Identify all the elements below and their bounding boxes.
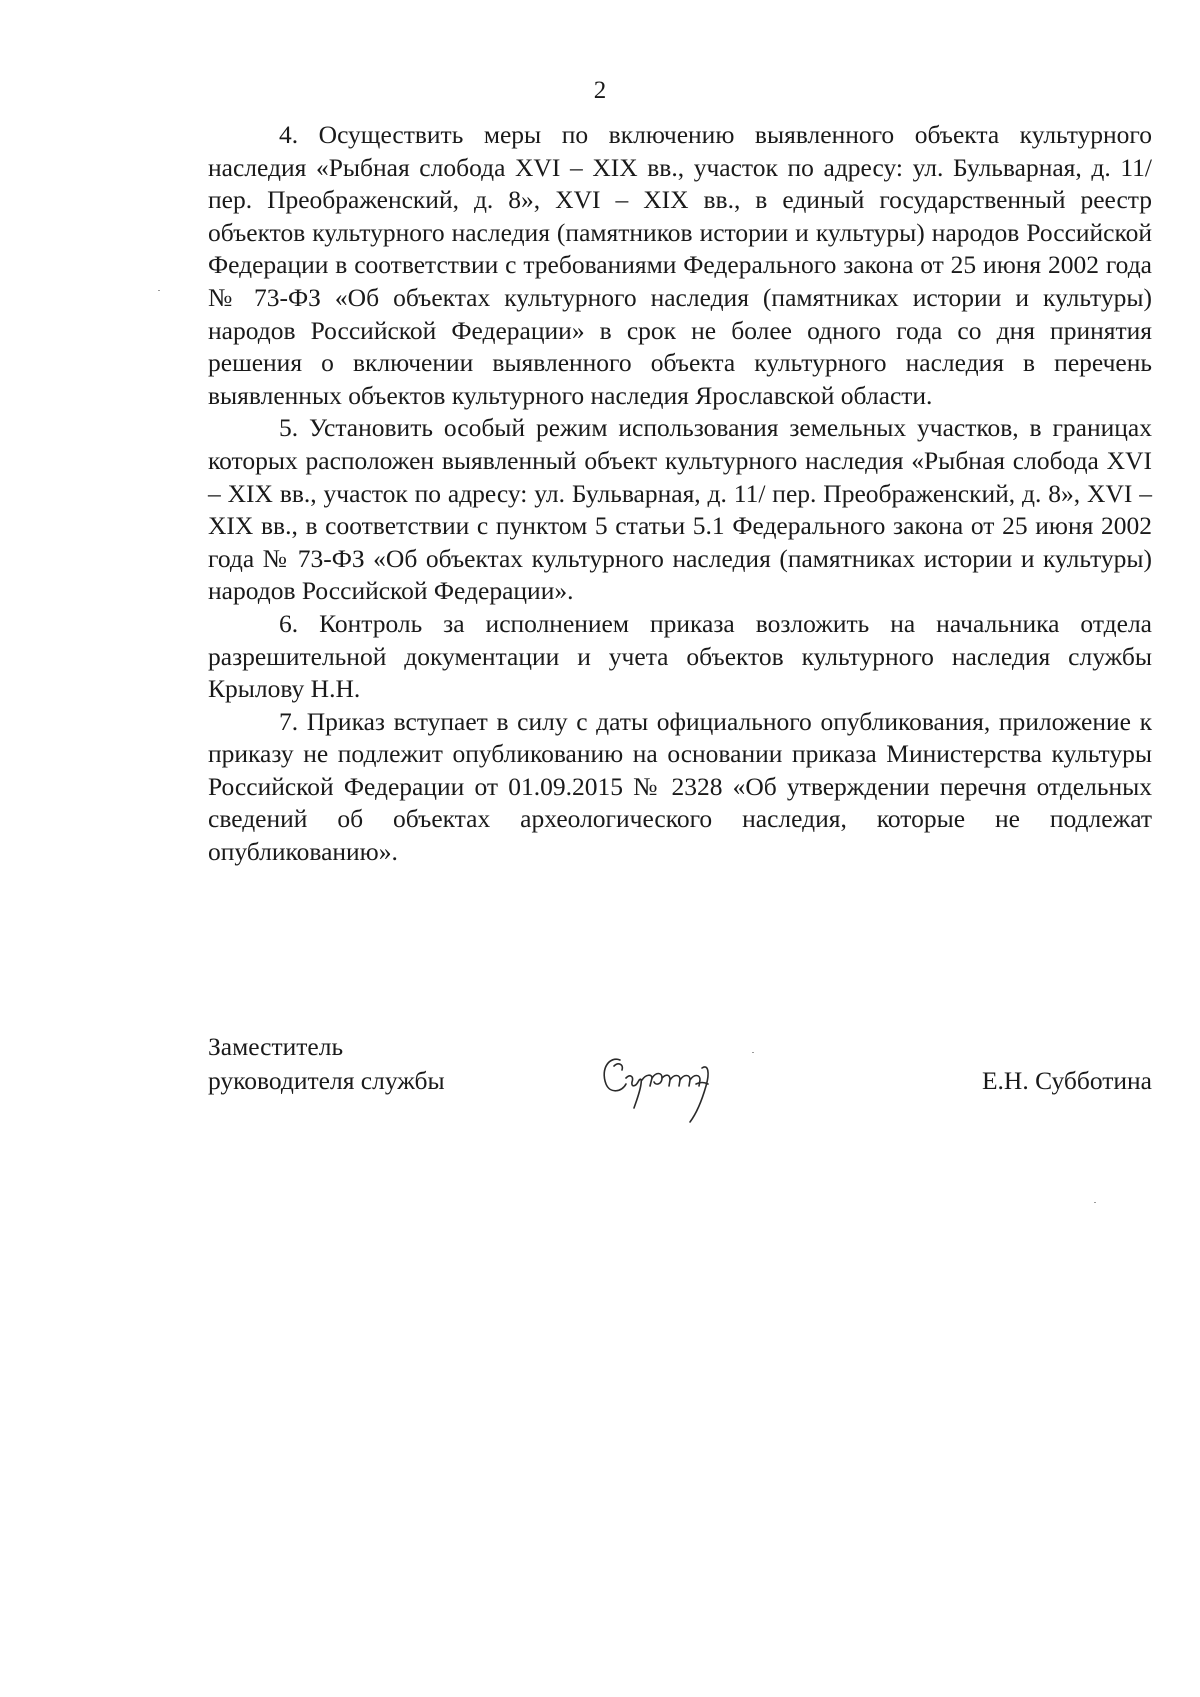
signatory-name: Е.Н. Субботина (981, 1066, 1152, 1095)
paragraph-item-5: 5. Установить особый режим использования земельных участков, в границах которых расположен выявленный объект культурного наследия «Рыбная слобода XVI – XIX вв., участок по адресу: ул. Бульварная, д. 11/ пер. Преображенский, д. 8», XVI – XIX вв., в соответствии с пунктом 5 статьи 5.1 Федерального закона от 25 июня 2002 года № 73-ФЗ «Об объектах культурного наследия (памятниках истории и культуры) народов Российской Федерации». (208, 413, 1152, 606)
signatory-title-line-2: руководителя службы (208, 1066, 445, 1095)
paragraph-item-7: 7. Приказ вступает в силу с даты официального опубликования, приложение к приказу не подлежит опубликованию на основании приказа Министерства культуры Российской Федерации от 01.09.2015 № 2328 «Об утверждении перечня отдельных сведений об объектах археологического наследия, которые не подлежат опубликованию». (208, 706, 1152, 867)
paragraph-item-6: 6. Контроль за исполнением приказа возложить на начальника отдела разрешительной документации и учета объектов культурного наследия службы Крылову Н.Н. (208, 608, 1152, 704)
signatory-title-line-1: Заместитель (208, 1032, 344, 1061)
signature-block (208, 1030, 1152, 1150)
scan-speck (1094, 1202, 1096, 1203)
page-number: 2 (593, 77, 607, 104)
handwritten-signature-icon (596, 1038, 746, 1138)
scan-speck (752, 1052, 754, 1053)
document-body (208, 119, 1152, 869)
paragraph-item-4: 4. Осуществить меры по включению выявленного объекта культурного наследия «Рыбная слобода XVI – XIX вв., участок по адресу: ул. Бульварная, д. 11/ пер. Преображенский, д. 8», XVI – XIX вв., в единый государственный реестр объектов культурного наследия (памятников истории и культуры) народов Российской Федерации в соответствии с требованиями Федерального закона от 25 июня 2002 года № 73-ФЗ «Об объектах культурного наследия (памятниках истории и культуры) народов Российской Федерации» в срок не более одного года со дня принятия решения о включении выявленного объекта культурного наследия в перечень выявленных объектов культурного наследия Ярославской области. (208, 120, 1152, 410)
signatory-title (208, 1030, 445, 1098)
scan-speck (158, 290, 160, 291)
